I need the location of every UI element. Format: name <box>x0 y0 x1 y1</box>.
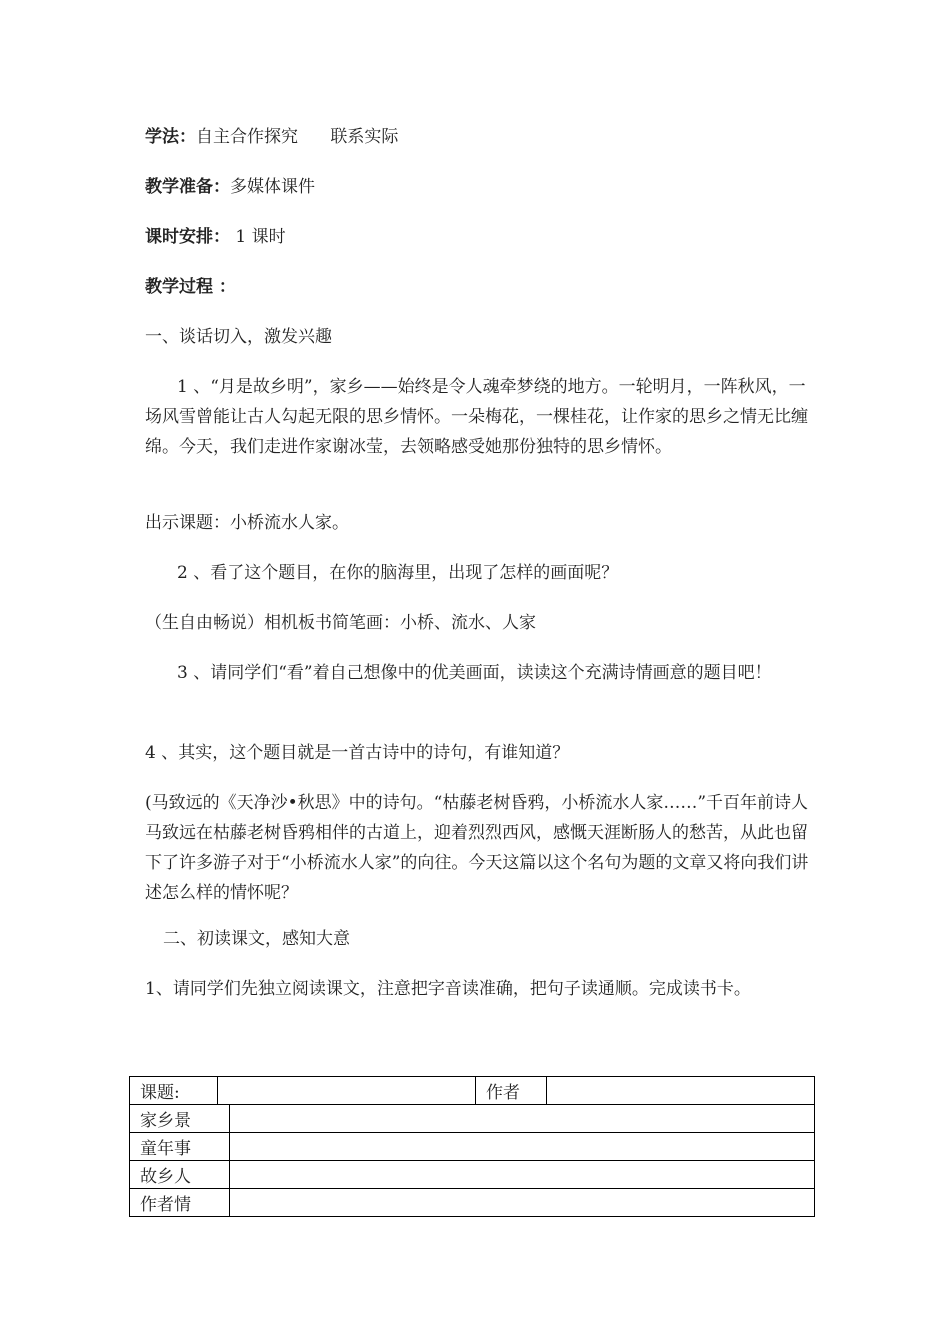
card-row-label: 家乡景 <box>130 1105 230 1133</box>
section2-paragraph-1: 1、请同学们先独立阅读课文，注意把字音读准确，把句子读通顺。完成读书卡。 <box>145 979 751 999</box>
section1-heading: 一、谈话切入，激发兴趣 <box>145 327 332 347</box>
prep-value: 多媒体课件 <box>230 177 315 197</box>
card-title-value[interactable] <box>218 1077 476 1105</box>
card-row <box>130 1105 815 1133</box>
card-author-label: 作者 <box>476 1077 547 1105</box>
card-row <box>130 1189 815 1217</box>
section1-paragraph-3: 2 、看了这个题目，在你的脑海里，出现了怎样的画面呢？ <box>177 563 619 583</box>
card-row-label: 作者情 <box>130 1189 230 1217</box>
schedule-line <box>145 222 286 252</box>
card-row-value[interactable] <box>230 1161 815 1189</box>
study-method-label: 学法： <box>145 127 196 147</box>
prep-label: 教学准备： <box>145 177 230 197</box>
card-row-value[interactable] <box>230 1105 815 1133</box>
card-row <box>130 1161 815 1189</box>
section1-paragraph-2: 出示课题：小桥流水人家。 <box>145 513 349 533</box>
card-row <box>130 1133 815 1161</box>
section1-paragraph-1: 1 、“月是故乡明”，家乡——始终是令人魂牵梦绕的地方。一轮明月，一阵秋风，一场风雪曾能让古人勾起无限的思乡情怀。一朵梅花，一棵桂花，让作家的思乡之情无比缠绵。今天，我们走进作家谢冰莹，去领略感受她那份独特的思乡情怀。 <box>145 377 808 457</box>
study-method-line <box>145 122 398 152</box>
process-label: 教学过程 ： <box>145 277 236 297</box>
section2-heading: 二、初读课文，感知大意 <box>163 929 350 949</box>
reading-card-rows <box>129 1104 815 1217</box>
process-line <box>145 272 236 302</box>
card-author-value[interactable] <box>547 1077 815 1105</box>
section1-paragraph-6: 4 、其实，这个题目就是一首古诗中的诗句，有谁知道？ <box>145 743 570 763</box>
reading-card-table <box>129 1076 815 1105</box>
card-row-label: 童年事 <box>130 1133 230 1161</box>
card-row-value[interactable] <box>230 1189 815 1217</box>
section1-paragraph-4: （生自由畅说）相机板书简笔画：小桥、流水、人家 <box>145 613 536 633</box>
study-method-value: 自主合作探究 联系实际 <box>196 127 399 147</box>
card-row-label: 故乡人 <box>130 1161 230 1189</box>
section1-paragraph-7: (马致远的《天净沙•秋思》中的诗句。“枯藤老树昏鸦，小桥流水人家……”千百年前诗人马致远在枯藤老树昏鸦相伴的古道上，迎着烈烈西风，感慨天涯断肠人的愁苦，从此也留下了许多游子对于“小桥流水人家”的向往。今天这篇以这个名句为题的文章又将向我们讲述怎么样的情怀呢？ <box>145 793 809 903</box>
card-row-value[interactable] <box>230 1133 815 1161</box>
schedule-label: 课时安排： <box>145 227 230 247</box>
card-title-row <box>130 1077 815 1105</box>
schedule-value: 1 课时 <box>230 227 286 247</box>
prep-line <box>145 172 315 202</box>
card-title-label: 课题: <box>130 1077 218 1105</box>
section1-paragraph-5: 3 、请同学们“看”着自己想像中的优美画面，读读这个充满诗情画意的题目吧！ <box>177 663 772 683</box>
